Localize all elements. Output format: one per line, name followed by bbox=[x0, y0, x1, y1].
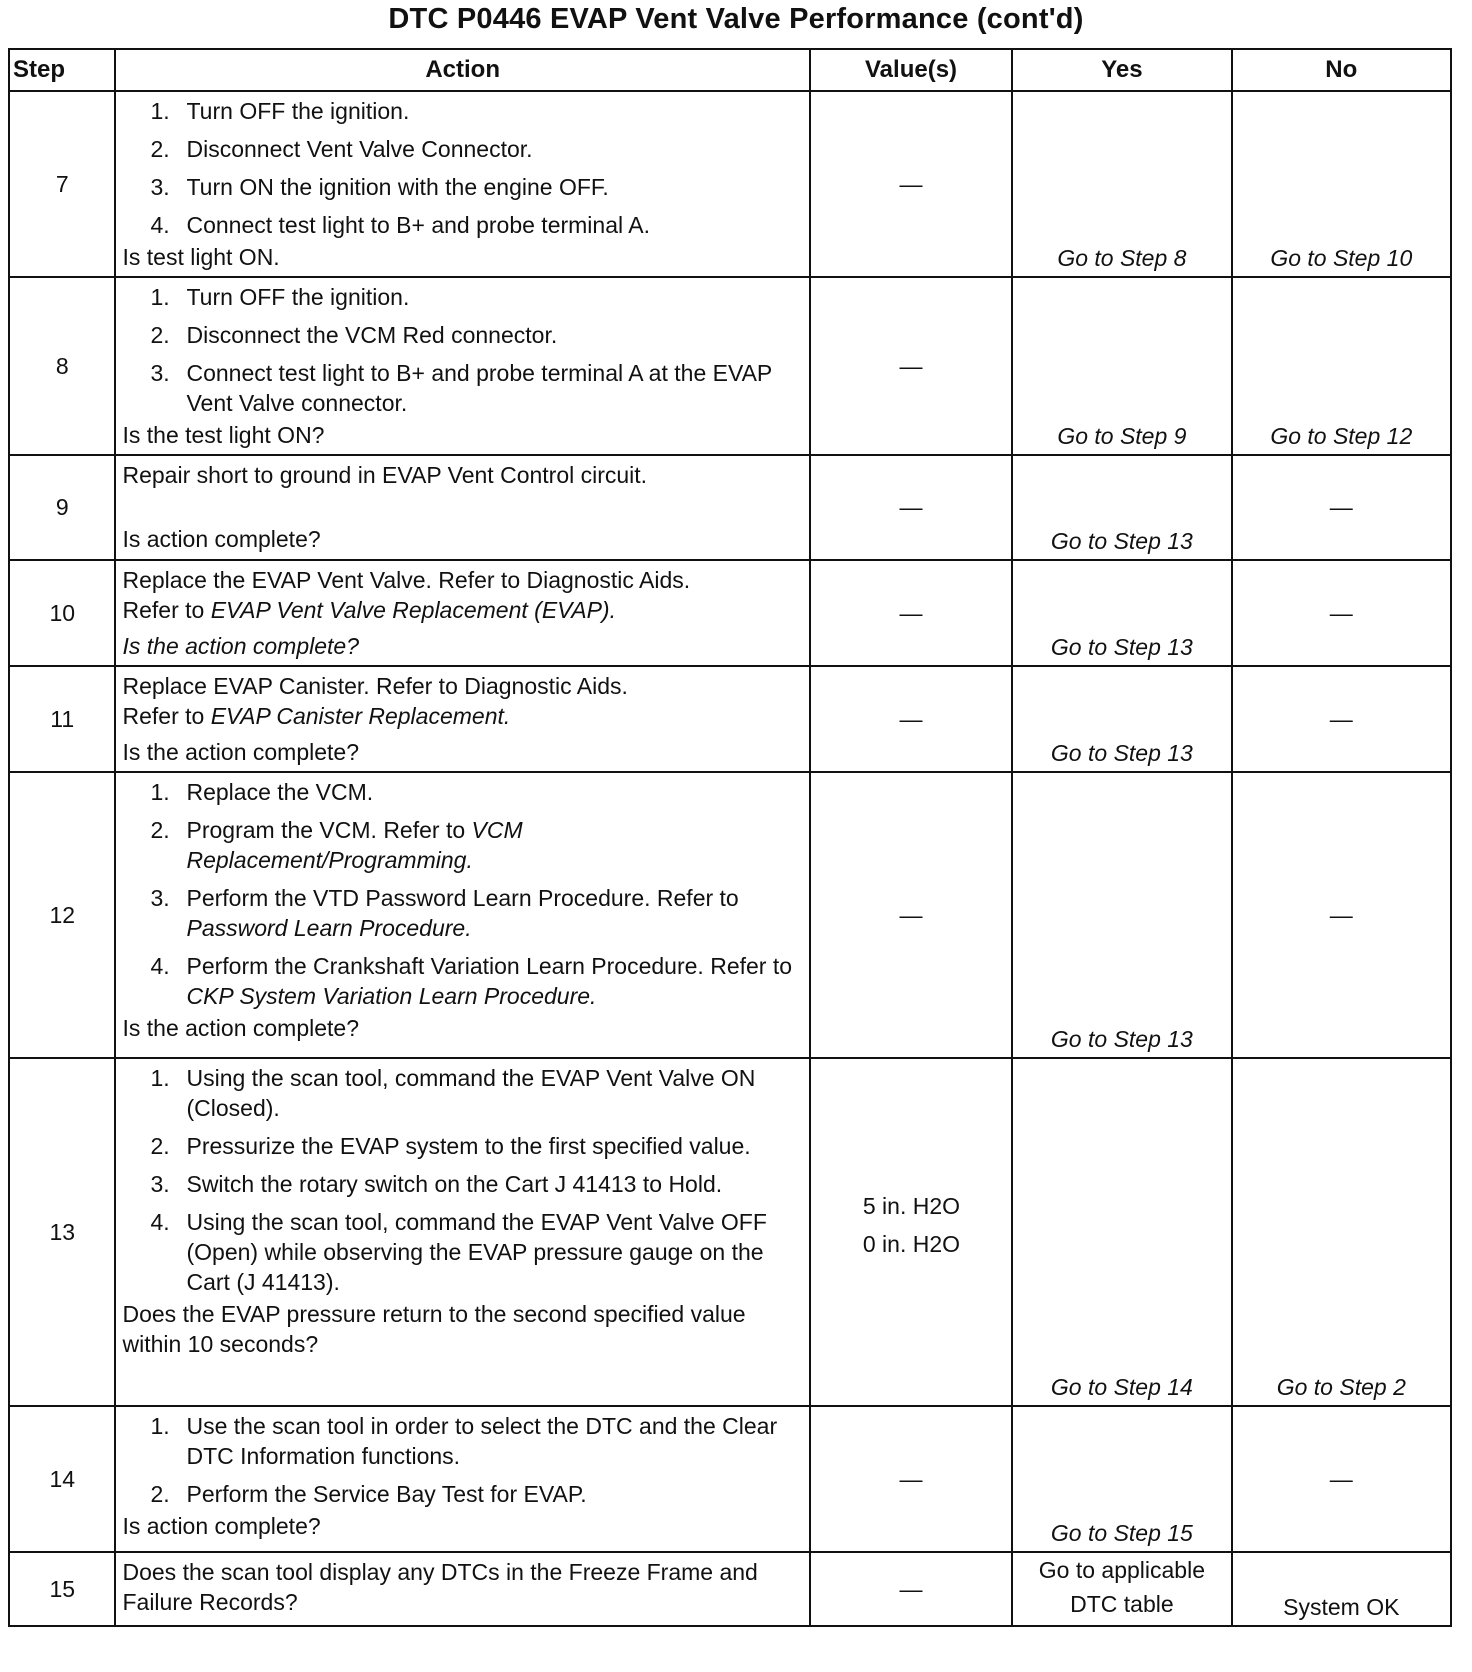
yes-cell: Go to Step 13 bbox=[1012, 772, 1231, 1058]
value-cell: — bbox=[810, 560, 1012, 666]
table-header-row bbox=[9, 49, 1451, 91]
step-number: 15 bbox=[9, 1552, 115, 1626]
value-first: 5 in. H2O bbox=[862, 1193, 961, 1219]
table-row bbox=[9, 666, 1451, 772]
table-row bbox=[9, 1406, 1451, 1552]
table-row bbox=[9, 1552, 1451, 1626]
value-cell: — bbox=[810, 772, 1012, 1058]
yes-cell: Go to applicable DTC table bbox=[1012, 1552, 1231, 1626]
value-cell: — bbox=[810, 91, 1012, 277]
question-text: Is action complete? bbox=[122, 1513, 321, 1539]
page-title: DTC P0446 EVAP Vent Valve Performance (cont'd) bbox=[388, 3, 1084, 35]
list-item: 3. Switch the rotary switch on the Cart J 41413 to Hold. bbox=[150, 1171, 723, 1197]
action-cell bbox=[115, 91, 809, 277]
step-number: 13 bbox=[9, 1058, 115, 1406]
list-item: 1. Turn OFF the ignition. bbox=[150, 284, 410, 310]
list-item: 3. Perform the VTD Password Learn Procedure. Refer to Password Learn Procedure. bbox=[150, 885, 739, 941]
list-item: 1. Using the scan tool, command the EVAP Vent Valve ON (Closed). bbox=[150, 1065, 756, 1121]
header-action: Action bbox=[115, 49, 809, 91]
no-cell: — bbox=[1232, 666, 1451, 772]
table-row bbox=[9, 277, 1451, 455]
list-item: 2. Program the VCM. Refer to VCM Replacement/Programming. bbox=[150, 817, 523, 873]
action-cell bbox=[115, 277, 809, 455]
list-item: 3. Connect test light to B+ and probe terminal A at the EVAP Vent Valve connector. bbox=[150, 360, 772, 416]
table-row bbox=[9, 91, 1451, 277]
yes-cell: Go to Step 14 bbox=[1012, 1058, 1231, 1406]
value-cell: — bbox=[810, 666, 1012, 772]
header-values: Value(s) bbox=[810, 49, 1012, 91]
value-cell bbox=[810, 1058, 1012, 1406]
refer-text: Refer to EVAP Vent Valve Replacement (EVAP). bbox=[122, 597, 616, 623]
table-row bbox=[9, 560, 1451, 666]
question-text: Does the scan tool display any DTCs in the Freeze Frame and Failure Records? bbox=[122, 1559, 758, 1615]
action-text: Replace the EVAP Vent Valve. Refer to Diagnostic Aids. bbox=[122, 567, 691, 593]
header-yes: Yes bbox=[1012, 49, 1231, 91]
step-number: 11 bbox=[9, 666, 115, 772]
yes-cell: Go to Step 9 bbox=[1012, 277, 1231, 455]
action-text: Repair short to ground in EVAP Vent Control circuit. bbox=[122, 462, 648, 488]
table-row bbox=[9, 1058, 1451, 1406]
list-item: 1. Use the scan tool in order to select the DTC and the Clear DTC Information functions. bbox=[150, 1413, 778, 1469]
refer-text: Refer to EVAP Canister Replacement. bbox=[122, 703, 511, 729]
list-item: 2. Disconnect the VCM Red connector. bbox=[150, 322, 558, 348]
action-cell bbox=[115, 560, 809, 666]
yes-cell: Go to Step 15 bbox=[1012, 1406, 1231, 1552]
question-text: Does the EVAP pressure return to the second specified value within 10 seconds? bbox=[122, 1301, 746, 1357]
step-number: 8 bbox=[9, 277, 115, 455]
no-cell: System OK bbox=[1232, 1552, 1451, 1626]
question-text: Is test light ON. bbox=[122, 244, 280, 270]
action-cell bbox=[115, 1552, 809, 1626]
question-text: Is the test light ON? bbox=[122, 422, 325, 448]
yes-cell: Go to Step 8 bbox=[1012, 91, 1231, 277]
no-cell: Go to Step 10 bbox=[1232, 91, 1451, 277]
value-cell: — bbox=[810, 277, 1012, 455]
yes-cell: Go to Step 13 bbox=[1012, 455, 1231, 560]
question-text: Is action complete? bbox=[122, 526, 321, 552]
list-item: 4. Connect test light to B+ and probe terminal A. bbox=[150, 212, 650, 238]
action-cell bbox=[115, 1058, 809, 1406]
list-item: 4. Perform the Crankshaft Variation Learn Procedure. Refer to CKP System Variation Learn Procedure. bbox=[150, 953, 793, 1009]
no-cell: Go to Step 2 bbox=[1232, 1058, 1451, 1406]
yes-cell: Go to Step 13 bbox=[1012, 666, 1231, 772]
question-text: Is the action complete? bbox=[122, 739, 360, 765]
action-cell bbox=[115, 772, 809, 1058]
header-step: Step bbox=[9, 49, 115, 91]
no-cell: Go to Step 12 bbox=[1232, 277, 1451, 455]
step-number: 7 bbox=[9, 91, 115, 277]
list-item: 2. Disconnect Vent Valve Connector. bbox=[150, 136, 533, 162]
list-item: 4. Using the scan tool, command the EVAP Vent Valve OFF (Open) while observing the EVAP pressure gauge on the Cart (J 41413). bbox=[150, 1209, 767, 1295]
list-item: 2. Perform the Service Bay Test for EVAP. bbox=[150, 1481, 587, 1507]
list-item: 3. Turn ON the ignition with the engine OFF. bbox=[150, 174, 609, 200]
action-cell bbox=[115, 455, 809, 560]
table-row bbox=[9, 772, 1451, 1058]
value-cell: — bbox=[810, 1406, 1012, 1552]
question-text: Is the action complete? bbox=[122, 633, 360, 659]
value-second: 0 in. H2O bbox=[862, 1231, 961, 1257]
value-cell: — bbox=[810, 455, 1012, 560]
diagnostic-table bbox=[8, 48, 1452, 1627]
header-no: No bbox=[1232, 49, 1451, 91]
step-number: 10 bbox=[9, 560, 115, 666]
step-number: 12 bbox=[9, 772, 115, 1058]
list-item: 2. Pressurize the EVAP system to the first specified value. bbox=[150, 1133, 751, 1159]
no-cell: — bbox=[1232, 455, 1451, 560]
step-number: 14 bbox=[9, 1406, 115, 1552]
action-cell bbox=[115, 1406, 809, 1552]
step-number: 9 bbox=[9, 455, 115, 560]
yes-cell: Go to Step 13 bbox=[1012, 560, 1231, 666]
list-item: 1. Replace the VCM. bbox=[150, 779, 374, 805]
question-text: Is the action complete? bbox=[122, 1015, 360, 1041]
action-cell bbox=[115, 666, 809, 772]
action-text: Replace EVAP Canister. Refer to Diagnostic Aids. bbox=[122, 673, 628, 699]
list-item: 1. Turn OFF the ignition. bbox=[150, 98, 410, 124]
table-row bbox=[9, 455, 1451, 560]
no-cell: — bbox=[1232, 560, 1451, 666]
no-cell: — bbox=[1232, 1406, 1451, 1552]
no-cell: — bbox=[1232, 772, 1451, 1058]
value-cell: — bbox=[810, 1552, 1012, 1626]
